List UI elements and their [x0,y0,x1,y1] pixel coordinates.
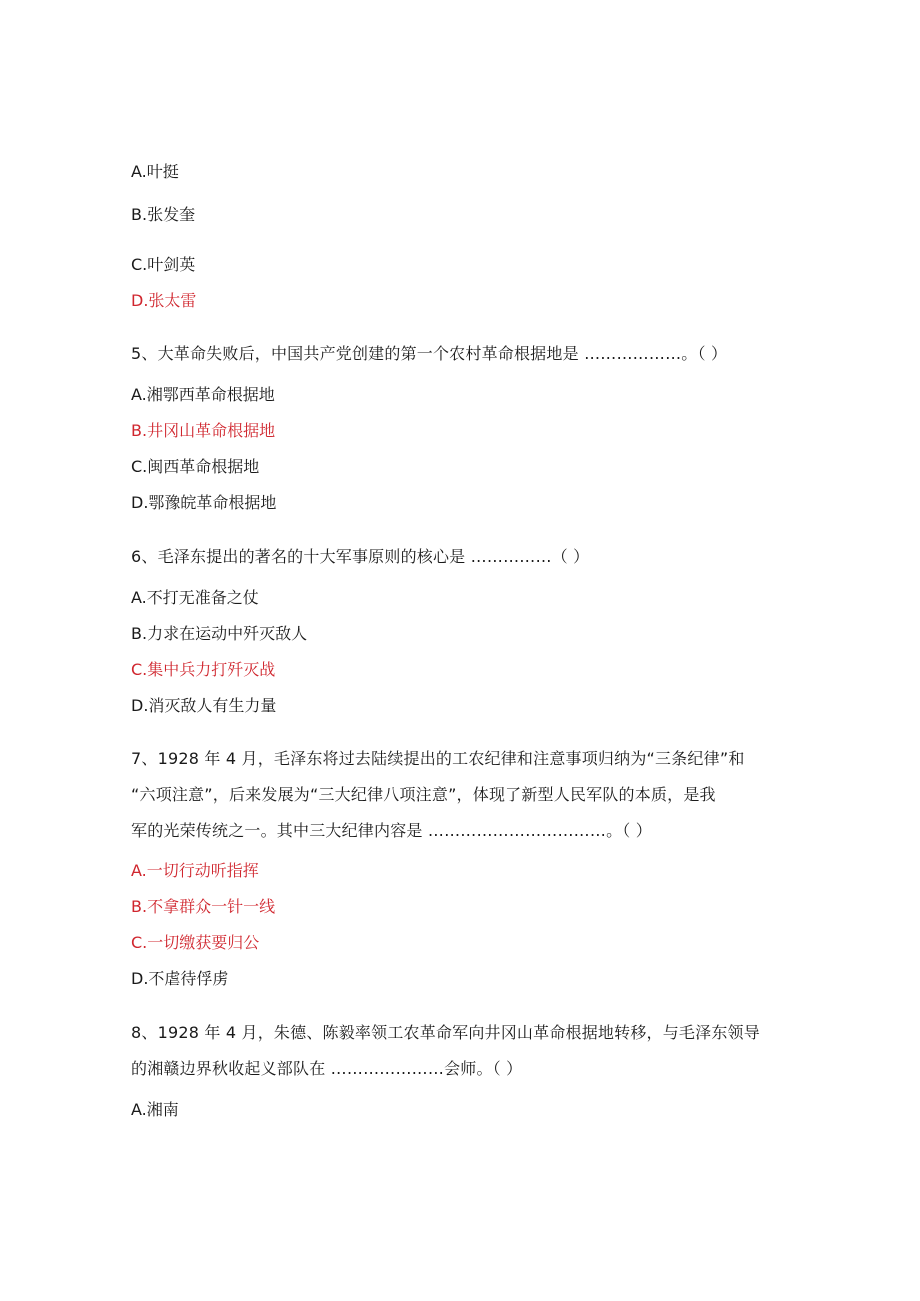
q8-option-a: A.湘南 [131,1100,179,1119]
q5-option-d: D.鄂豫皖革命根据地 [131,493,277,512]
q7-option-b-answer: B.不拿群众一针一线 [131,897,276,916]
q5-option-b-answer: B.井冈山革命根据地 [131,421,276,440]
q4-option-c: C.叶剑英 [131,255,196,274]
q5-stem: 5、大革命失败后，中国共产党创建的第一个农村革命根据地是 ………………。（ ） [131,344,728,363]
q6-stem: 6、毛泽东提出的著名的十大军事原则的核心是 ……………（ ） [131,547,590,566]
q6-option-d: D.消灭敌人有生力量 [131,696,277,715]
q7-option-c-answer: C.一切缴获要归公 [131,933,260,952]
q7-stem-line-1: 7、1928 年 4 月，毛泽东将过去陆续提出的工农纪律和注意事项归纳为“三条纪律”和 [131,749,745,768]
q4-option-b: B.张发奎 [131,205,196,224]
q7-option-a-answer: A.一切行动听指挥 [131,861,259,880]
q6-option-a: A.不打无准备之仗 [131,588,259,607]
q7-stem-line-3: 军的光荣传统之一。其中三大纪律内容是 ……………………………。（ ） [131,821,652,840]
q5-option-a: A.湘鄂西革命根据地 [131,385,275,404]
q7-option-d: D.不虐待俘虏 [131,969,229,988]
q8-stem-line-2: 的湘赣边界秋收起义部队在 …………………会师。（ ） [131,1059,523,1078]
q7-stem-line-2: “六项注意”，后来发展为“三大纪律八项注意”，体现了新型人民军队的本质，是我 [131,785,716,804]
q6-option-c-answer: C.集中兵力打歼灭战 [131,660,276,679]
q4-option-a: A.叶挺 [131,162,179,181]
q6-option-b: B.力求在运动中歼灭敌人 [131,624,308,643]
q4-option-d-answer: D.张太雷 [131,291,197,310]
q5-option-c: C.闽西革命根据地 [131,457,260,476]
q8-stem-line-1: 8、1928 年 4 月，朱德、陈毅率领工农革命军向井冈山革命根据地转移，与毛泽东领导 [131,1023,760,1042]
